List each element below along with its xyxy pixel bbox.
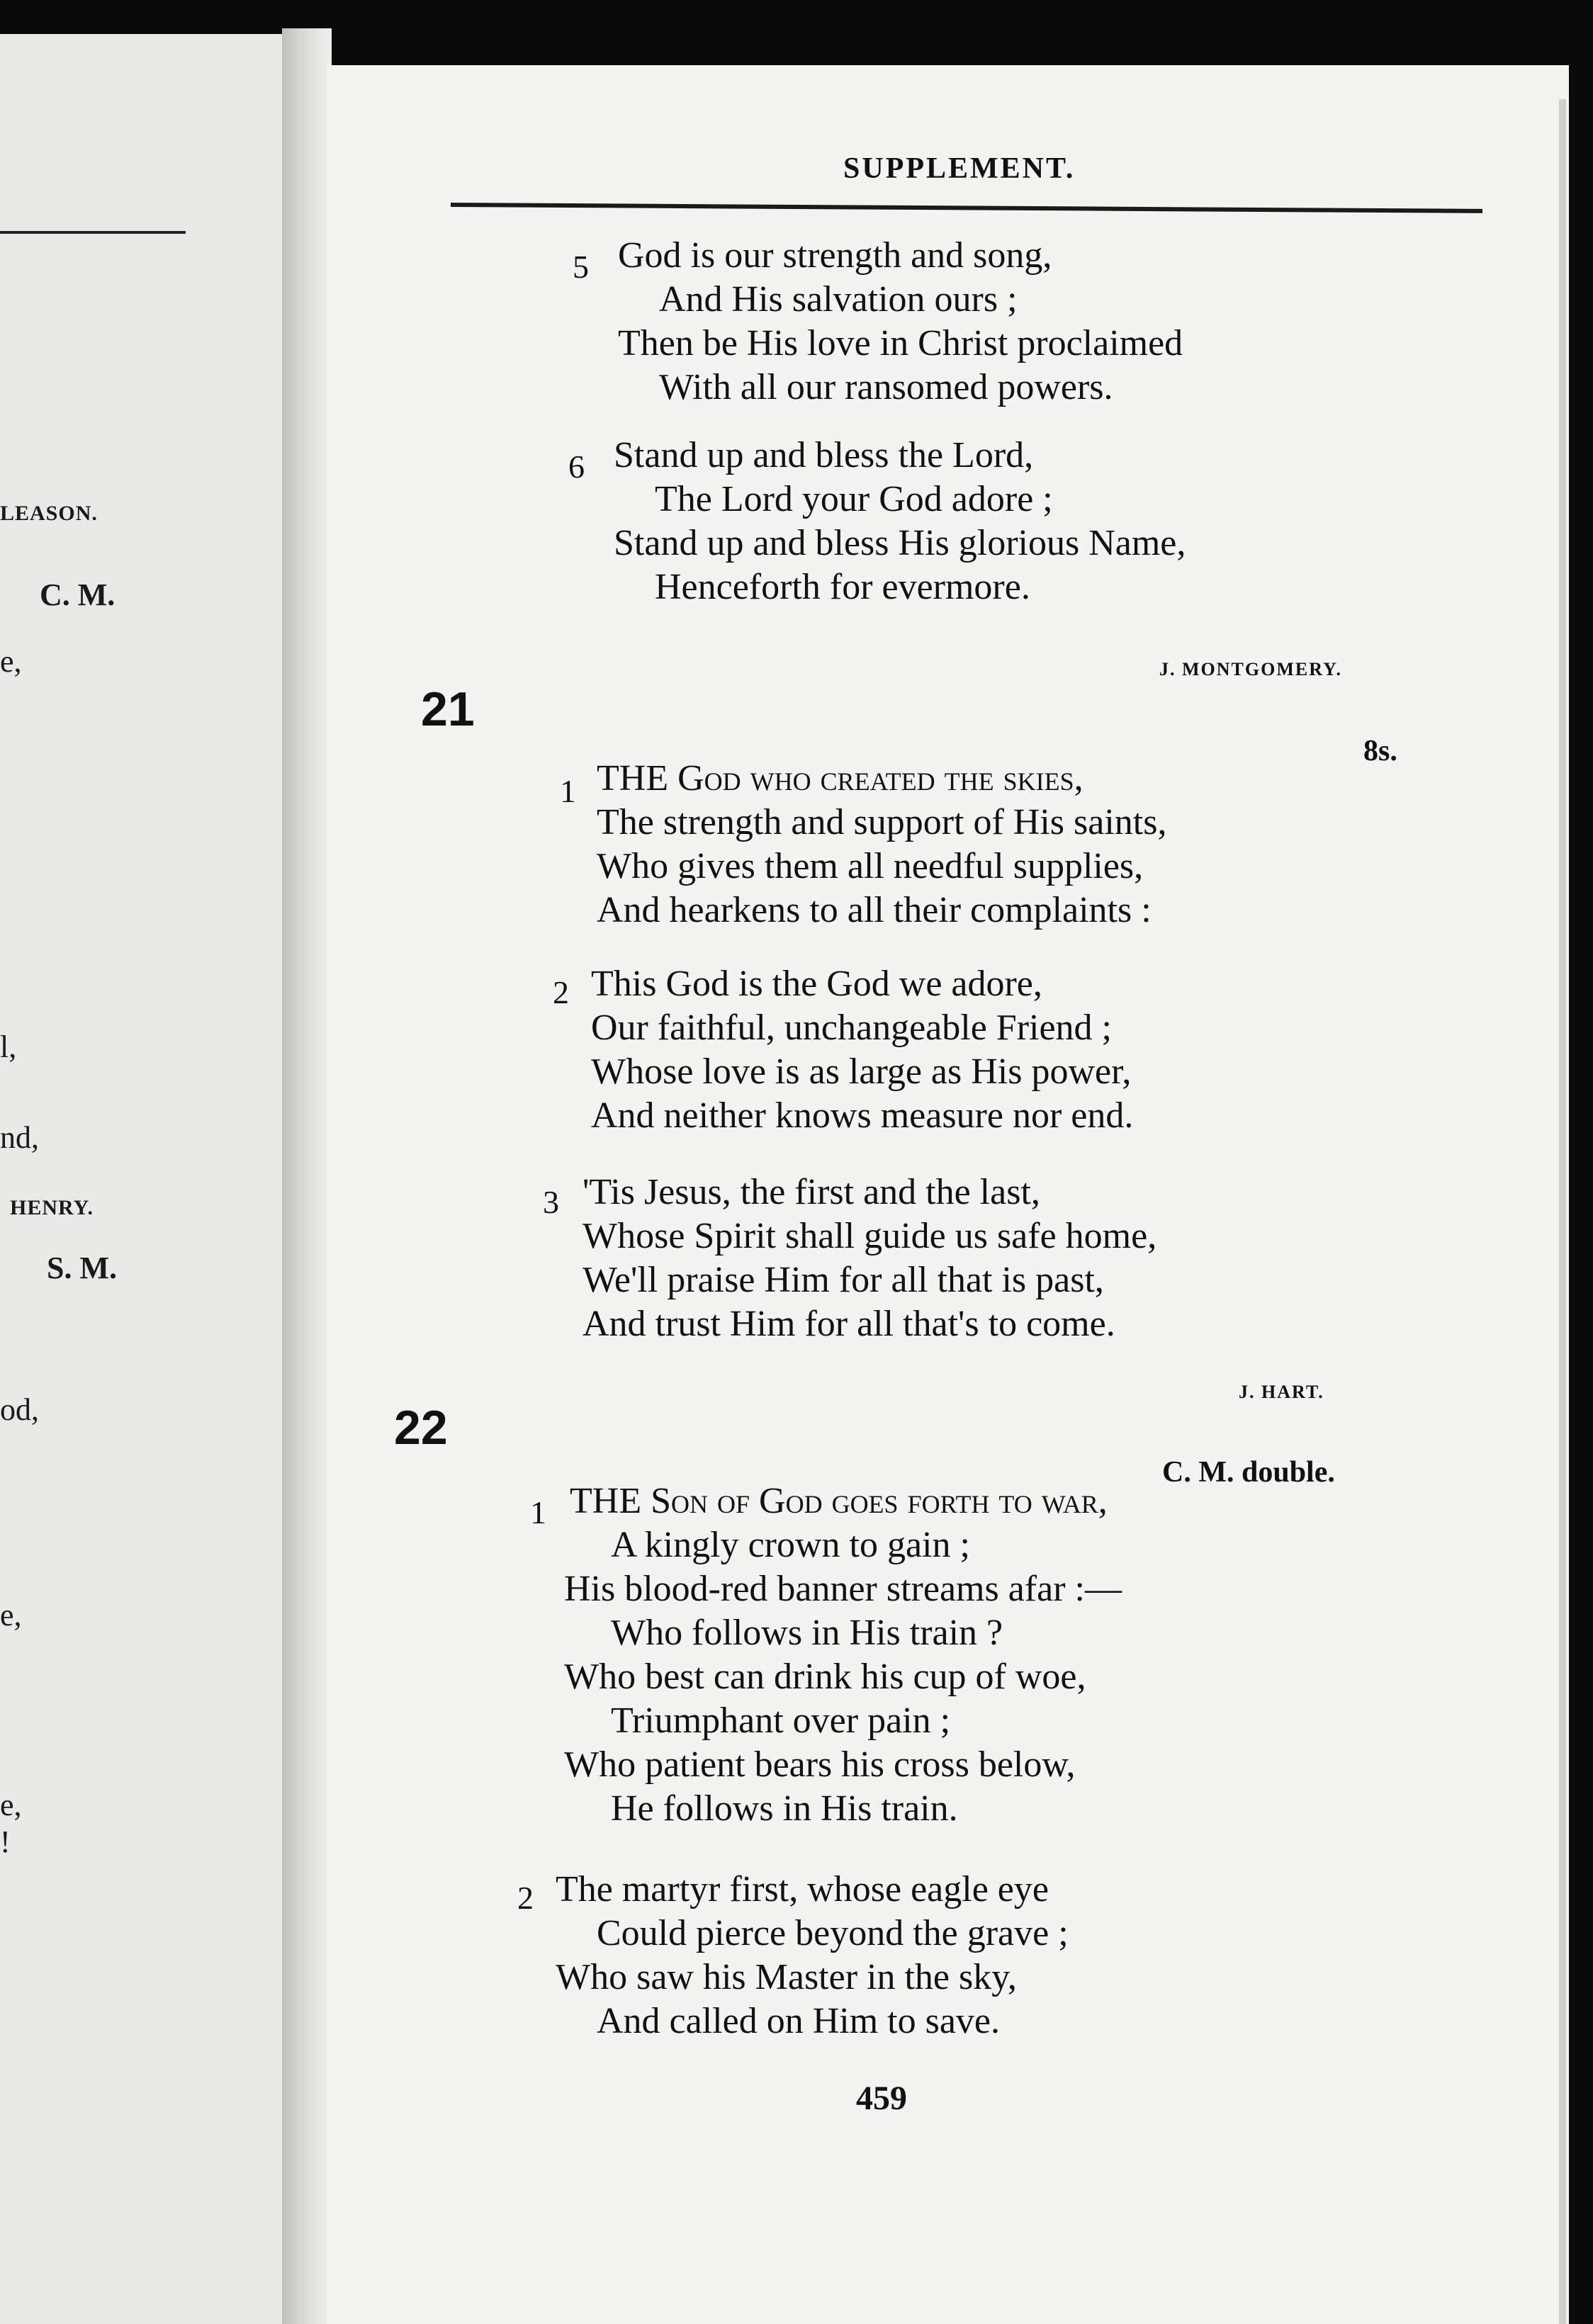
verse-line: And hearkens to all their complaints : [597, 890, 1152, 930]
hymn-author: J. HART. [1239, 1382, 1324, 1402]
hymn-meter: C. M. double. [1162, 1456, 1335, 1489]
verse-line: He follows in His train. [611, 1788, 958, 1829]
verse-line: Who saw his Master in the sky, [556, 1957, 1017, 1997]
hymn-stanza [614, 434, 1186, 609]
previous-page-fragment [0, 34, 292, 2324]
verse-line: Henceforth for evermore. [655, 567, 1030, 607]
stanza-number: 3 [543, 1184, 559, 1220]
verse-line: Our faithful, unchangeable Friend ; [591, 1008, 1112, 1048]
verse-line: Stand up and bless the Lord, [614, 435, 1034, 475]
verse-line: The martyr first, whose eagle eye [556, 1869, 1049, 1910]
hymn-meter: 8s. [1363, 735, 1397, 767]
verse-line: A kingly crown to gain ; [611, 1525, 970, 1565]
stanza-number: 2 [553, 974, 569, 1010]
hymn-stanza [582, 1171, 1156, 1346]
verse-line: THE God who created the skies, [597, 758, 1083, 799]
book-gutter [282, 28, 332, 2324]
stanza-number: 6 [568, 449, 585, 485]
left-fragment-meter: S. M. [47, 1251, 117, 1285]
verse-line: Stand up and bless His glorious Name, [614, 523, 1186, 563]
left-fragment-text: e, [0, 1788, 22, 1822]
verse-line: The Lord your God adore ; [655, 479, 1053, 519]
verse-line: The strength and support of His saints, [597, 802, 1167, 842]
verse-line: Who follows in His train ? [611, 1613, 1003, 1653]
hymn-stanza [618, 234, 1183, 410]
verse-line: With all our ransomed powers. [659, 367, 1113, 407]
left-fragment-meter: C. M. [40, 577, 116, 612]
hymn-number: 22 [394, 1401, 448, 1455]
stanza-number: 1 [560, 773, 576, 809]
verse-line: And neither knows measure nor end. [591, 1095, 1134, 1136]
verse-line: This God is the God we adore, [591, 964, 1042, 1004]
running-head: SUPPLEMENT. [843, 152, 1076, 185]
hymn-stanza [556, 1868, 1069, 2043]
left-fragment-text: od, [0, 1392, 39, 1427]
verse-line: We'll praise Him for all that is past, [582, 1260, 1104, 1300]
left-fragment-text: nd, [0, 1120, 39, 1155]
verse-line: And trust Him for all that's to come. [582, 1304, 1115, 1344]
verse-line: And called on Him to save. [597, 2001, 1000, 2041]
page-number: 459 [856, 2080, 907, 2117]
page-edge [1559, 99, 1566, 2324]
verse-line: Could pierce beyond the grave ; [597, 1913, 1069, 1953]
verse-line: His blood-red banner streams afar :— [564, 1569, 1122, 1609]
left-fragment-author: LEASON. [0, 502, 98, 525]
verse-line: And His salvation ours ; [659, 279, 1018, 320]
left-fragment-text: e, [0, 644, 22, 679]
hymn-stanza [597, 757, 1166, 932]
left-fragment-text: ! [0, 1824, 11, 1859]
hymn-author: J. MONTGOMERY. [1159, 659, 1342, 679]
stanza-number: 5 [573, 249, 589, 285]
hymn-stanza [591, 962, 1133, 1138]
stanza-number: 1 [530, 1494, 546, 1530]
hymn-number: 21 [421, 682, 475, 736]
verse-line: Triumphant over pain ; [611, 1700, 951, 1741]
verse-line: Who gives them all needful supplies, [597, 846, 1144, 886]
stanza-number: 2 [517, 1880, 534, 1916]
verse-line: Whose love is as large as His power, [591, 1051, 1132, 1092]
verse-line: Who patient bears his cross below, [564, 1744, 1076, 1785]
previous-page-head-rule [0, 231, 186, 234]
verse-line: God is our strength and song, [618, 235, 1052, 276]
verse-line: Then be His love in Christ proclaimed [618, 323, 1183, 363]
left-fragment-text: e, [0, 1598, 22, 1632]
left-fragment-author: HENRY. [10, 1196, 94, 1219]
left-fragment-text: l, [0, 1030, 17, 1064]
verse-line: Whose Spirit shall guide us safe home, [582, 1216, 1157, 1256]
hymn-stanza [564, 1479, 1122, 1831]
verse-line: Who best can drink his cup of woe, [564, 1657, 1086, 1697]
verse-line: 'Tis Jesus, the first and the last, [582, 1172, 1040, 1212]
verse-line: THE Son of God goes forth to war, [570, 1481, 1108, 1521]
